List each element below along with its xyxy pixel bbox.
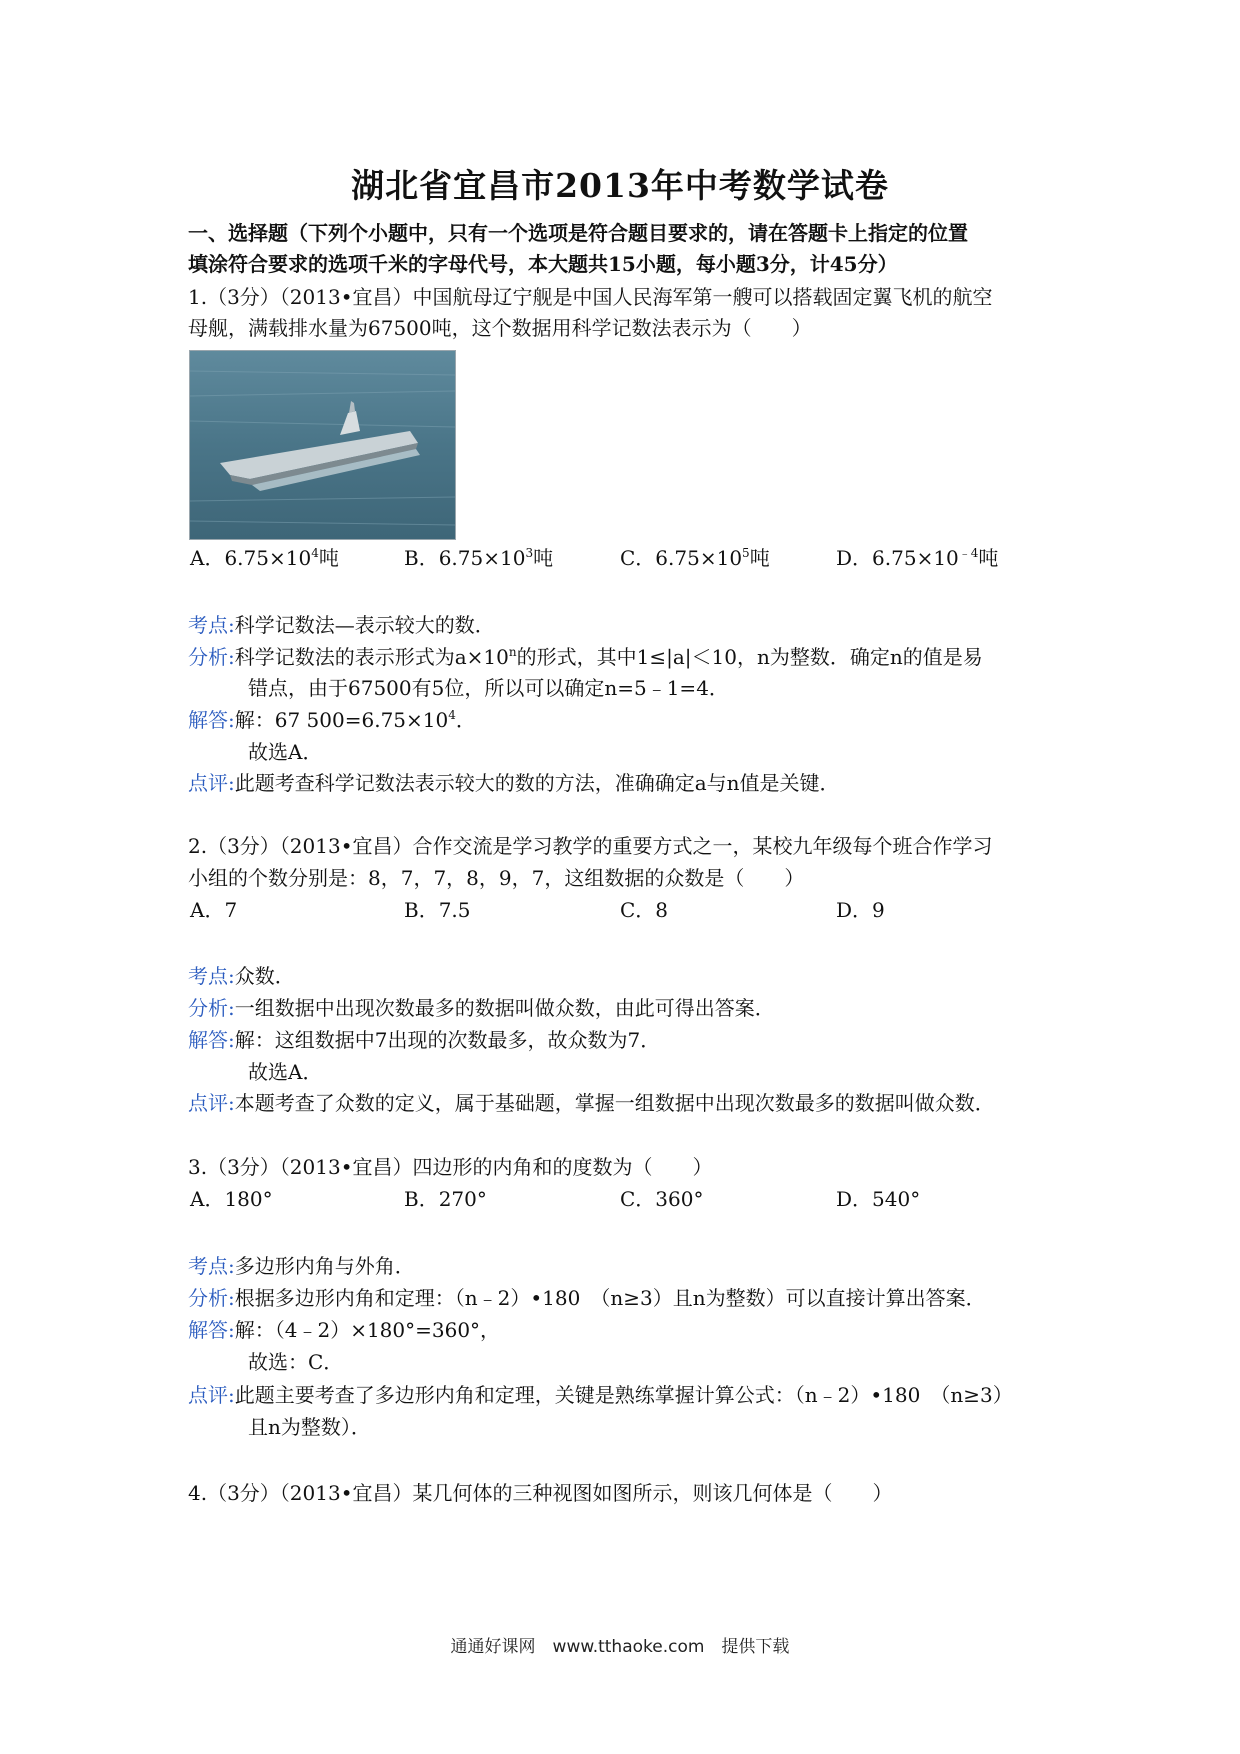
page-footer: 通通好课网 www.tthaoke.com 提供下载 <box>450 1637 790 1657</box>
q2-option-c: C．8 <box>620 898 669 922</box>
q3-kaodian: 考点:多边形内角与外角． <box>188 1254 415 1278</box>
q2-stem-line1: 2.（3分）（2013•宜昌）合作交流是学习教学的重要方式之一，某校九年级每个班合作学习 <box>188 834 993 858</box>
q1-option-c: C．$6.75\times 10^5$吨 <box>620 546 770 570</box>
q2-option-d: D．9 <box>836 898 885 922</box>
section-heading-line2: 填涂符合要求的选项千米的字母代号，本大题共15小题，每小题3分，计45分） <box>188 252 898 276</box>
q1-option-b: B．$6.75\times 10^3$吨 <box>404 546 554 570</box>
q3-stem-line1: 3.（3分）（2013•宜昌）四边形的内角和的度数为（ ） <box>188 1155 713 1179</box>
q2-dianping: 点评:本题考查了众数的定义，属于基础题，掌握一组数据中出现次数最多的数据叫做众数． <box>188 1091 995 1115</box>
q1-jieda-line2: 故选A． <box>248 740 323 764</box>
q1-jieda: 解答:解：67 $500=6.75\times 10^4$． <box>188 708 476 732</box>
q1-fenxi: 分析:科学记数法的表示形式为$a\times 10^n$的形式，其中1≤|a|＜10，n为整数．确定n的值是易 <box>188 645 983 669</box>
q2-jieda-line2: 故选A． <box>248 1060 323 1084</box>
q1-option-d: D．$6.75\times 10^{﹣4}$吨 <box>836 546 999 570</box>
q1-dianping: 点评:此题考查科学记数法表示较大的数的方法，准确确定a与n值是关键． <box>188 771 840 795</box>
q1-stem-line1: 1.（3分）（2013•宜昌）中国航母辽宁舰是中国人民海军第一艘可以搭载固定翼飞机的航空 <box>188 285 993 309</box>
q3-option-c: C．360° <box>620 1187 704 1211</box>
q3-fenxi: 分析:根据多边形内角和定理：（n﹣2）•180 （n≥3）且n为整数）可以直接计算出答案． <box>188 1286 986 1310</box>
q3-option-b: B．270° <box>404 1187 487 1211</box>
page-title: 湖北省宜昌市2013年中考数学试卷 <box>351 166 889 205</box>
q3-dianping-line2: 且n为整数）． <box>248 1415 371 1439</box>
q3-option-d: D．540° <box>836 1187 921 1211</box>
q1-option-a: A．$6.75\times 10^4$吨 <box>190 546 339 570</box>
q3-jieda-line2: 故选：C． <box>248 1350 344 1374</box>
q2-fenxi: 分析:一组数据中出现次数最多的数据叫做众数，由此可得出答案． <box>188 996 775 1020</box>
aircraft-carrier-photo <box>189 350 456 540</box>
q3-jieda: 解答:解：（4﹣2）×180°=360°， <box>188 1318 501 1342</box>
q1-kaodian: 考点:科学记数法—表示较大的数． <box>188 613 495 637</box>
q3-option-a: A．180° <box>190 1187 273 1211</box>
section-heading <box>188 218 1068 280</box>
q2-option-b: B．7.5 <box>404 898 471 922</box>
q1-fenxi-line2: 错点，由于67500有5位，所以可以确定n=5﹣1=4． <box>248 676 729 700</box>
q2-stem-line2: 小组的个数分别是：8，7，7，8，9，7，这组数据的众数是（ ） <box>188 866 805 890</box>
q4-stem-line1: 4.（3分）（2013•宜昌）某几何体的三种视图如图所示，则该几何体是（ ） <box>188 1481 893 1505</box>
q2-jieda: 解答:解：这组数据中7出现的次数最多，故众数为7． <box>188 1028 661 1052</box>
aircraft-carrier-image <box>190 351 455 539</box>
q3-dianping: 点评:此题主要考查了多边形内角和定理，关键是熟练掌握计算公式：（n﹣2）•180 （n≥3） <box>188 1383 1013 1407</box>
q1-stem-line2: 母舰，满载排水量为67500吨，这个数据用科学记数法表示为（ ） <box>188 316 812 340</box>
section-heading-line1: 一、选择题（下列个小题中，只有一个选项是符合题目要求的，请在答题卡上指定的位置 <box>188 221 968 245</box>
q2-option-a: A．7 <box>190 898 238 922</box>
q2-kaodian: 考点:众数． <box>188 964 295 988</box>
